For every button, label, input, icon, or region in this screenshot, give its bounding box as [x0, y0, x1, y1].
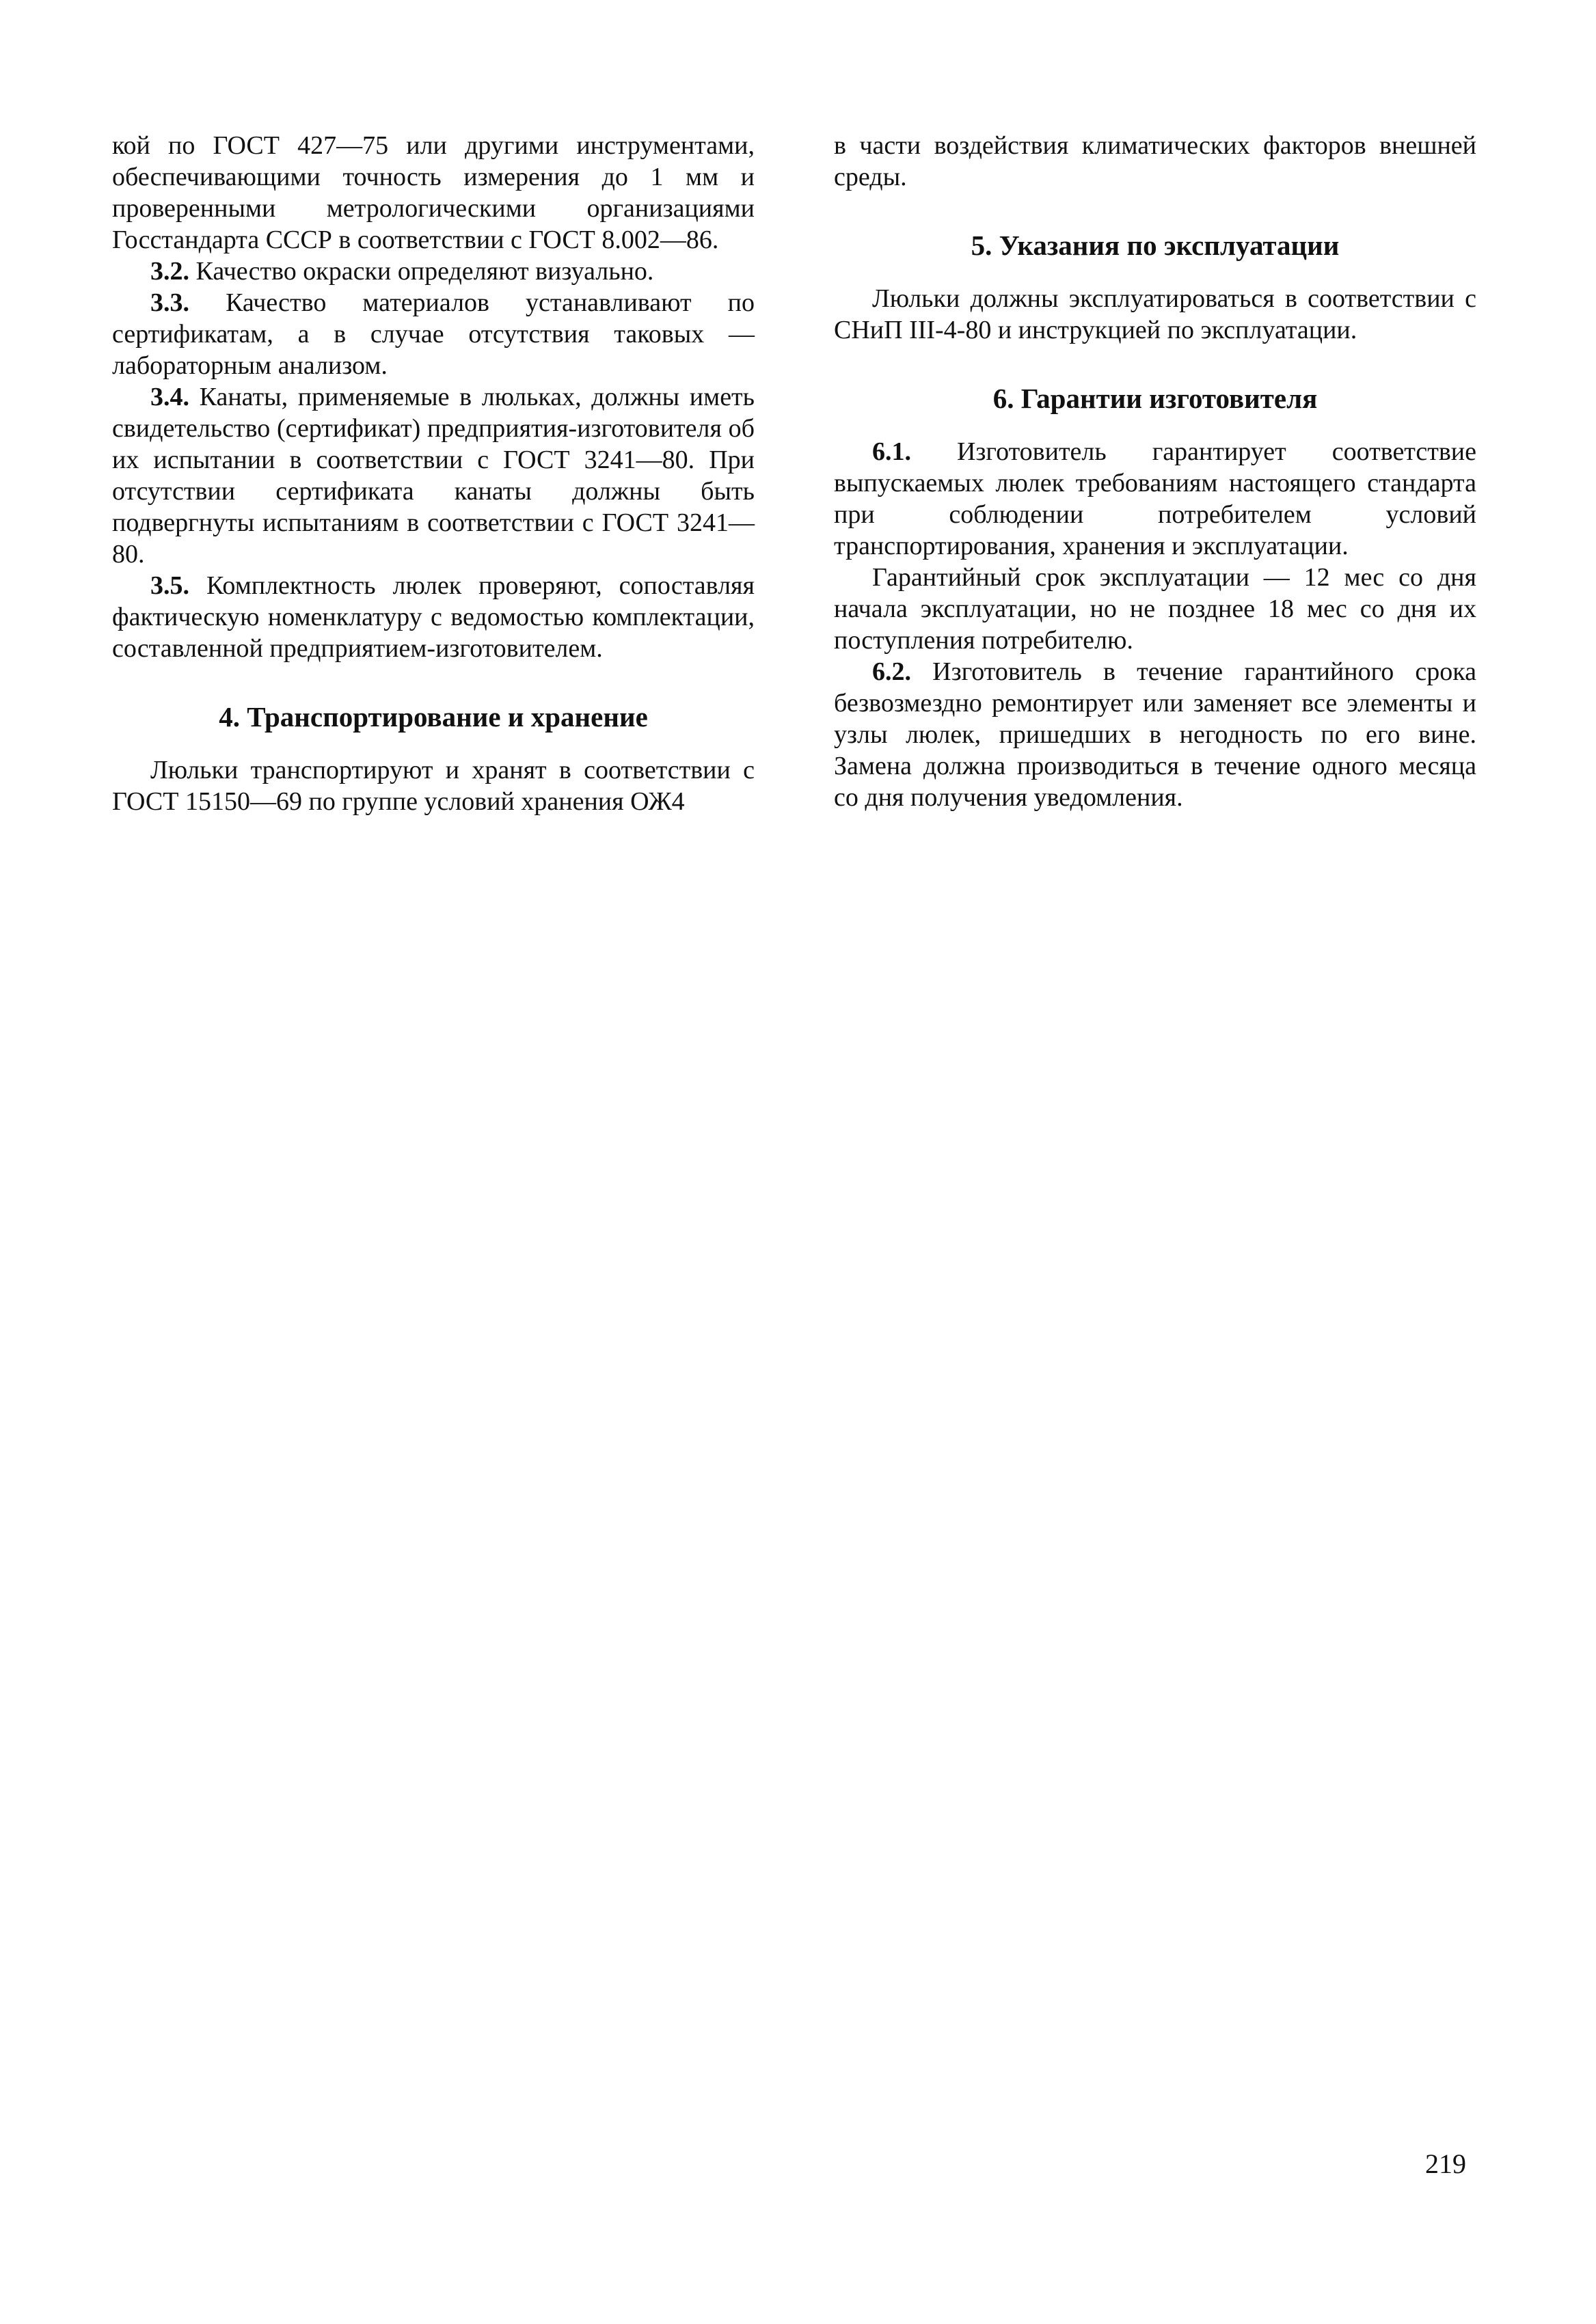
- paragraph-text: Изготовитель гарантирует соответствие выпускаемых люлек требованиям настоящего стандарта при соблюдении потребителем условий транспортирования, хранения и эксплуатации.: [834, 437, 1476, 560]
- paragraph-3-5: [112, 570, 755, 664]
- clause-number: 3.3.: [150, 288, 189, 317]
- paragraph-text: Качество окраски определяют визуально.: [189, 257, 654, 286]
- paragraph-continuation: кой по ГОСТ 427—75 или другими инструментами, обеспечивающими точность измерения до 1 мм и проверенными метрологическими организациями Госстандарта СССР в соответствии с ГОСТ 8.002—86.: [112, 131, 755, 254]
- paragraph-6-1: [834, 436, 1476, 562]
- paragraph-continuation: в части воздействия климатических факторов внешней среды.: [834, 131, 1476, 191]
- clause-number: 3.4.: [150, 383, 189, 411]
- paragraph-3-3: [112, 287, 755, 381]
- paragraph-text: Канаты, применяемые в люльках, должны иметь свидетельство (сертификат) предприятия-изготовителя об их испытании в соответствии с ГОСТ 3241—80. При отсутствии сертификата канаты должны быть подвергнуты испытаниям в соответствии с ГОСТ 3241—80.: [112, 383, 755, 569]
- paragraph-4: Люльки транспортируют и хранят в соответствии с ГОСТ 15150—69 по группе условий хранения ОЖ4: [112, 756, 755, 816]
- paragraph-6-1-warranty: Гарантийный срок эксплуатации — 12 мес со дня начала эксплуатации, но не позднее 18 мес со дня их поступления потребителю.: [834, 563, 1476, 655]
- clause-number: 3.5.: [150, 571, 189, 600]
- section-heading-6: 6. Гарантии изготовителя: [992, 383, 1318, 414]
- paragraph-text: Качество материалов устанавливают по сертификатам, а в случае отсутствия таковых — лабораторным анализом.: [112, 288, 755, 380]
- paragraph-3-2: [112, 256, 755, 287]
- clause-number: 3.2.: [150, 257, 189, 286]
- page-number: 219: [1425, 2148, 1466, 2179]
- paragraph-6-2: [834, 656, 1476, 813]
- paragraph-3-4: [112, 381, 755, 570]
- clause-number: 6.1.: [872, 437, 911, 466]
- left-column: [112, 130, 755, 817]
- paragraph-text: Изготовитель в течение гарантийного срока безвозмездно ремонтирует или заменяет все элементы и узлы люлек, пришедших в негодность по его вине. Замена должна производиться в течение одного месяца со дня получения уведомления.: [834, 657, 1476, 812]
- section-heading-4: 4. Транспортирование и хранение: [219, 701, 648, 733]
- section-heading-5: 5. Указания по эксплуатации: [971, 230, 1340, 261]
- paragraph-5: Люльки должны эксплуатироваться в соответствии с СНиП III-4-80 и инструкцией по эксплуатации.: [834, 284, 1476, 344]
- paragraph-text: Комплектность люлек проверяют, сопоставляя фактическую номенклатуру с ведомостью комплектации, составленной предприятием-изготовителем.: [112, 571, 755, 663]
- clause-number: 6.2.: [872, 657, 911, 686]
- right-column: [834, 130, 1476, 813]
